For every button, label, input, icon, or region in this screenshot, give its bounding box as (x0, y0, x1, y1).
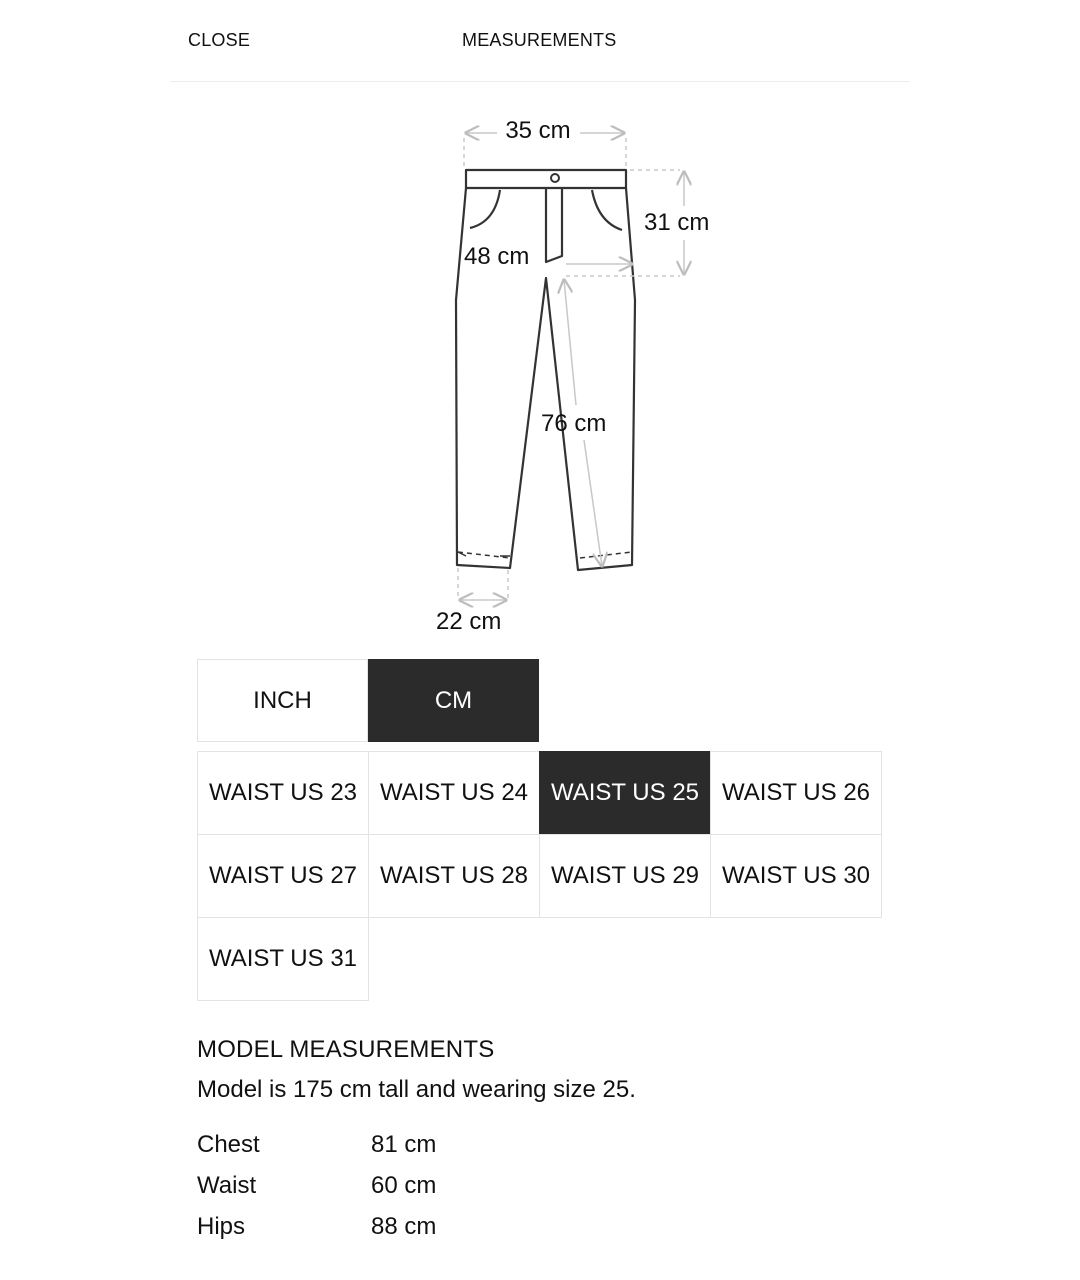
size-option-28[interactable]: WAIST US 28 (368, 834, 540, 918)
measurement-value: 88 cm (371, 1212, 437, 1240)
size-option-31[interactable]: WAIST US 31 (197, 917, 369, 1001)
size-option-27[interactable]: WAIST US 27 (197, 834, 369, 918)
measurement-row (197, 1206, 897, 1247)
inseam-measurement-label: 76 cm (541, 410, 607, 437)
model-measurements-section (197, 1036, 897, 1247)
model-description: Model is 175 cm tall and wearing size 25. (197, 1076, 636, 1103)
model-measurements-table (197, 1124, 897, 1247)
size-option-30[interactable]: WAIST US 30 (710, 834, 882, 918)
measurement-value: 81 cm (371, 1130, 437, 1158)
rise-measurement-label: 31 cm (644, 209, 710, 236)
measurement-label: Waist (197, 1171, 257, 1199)
unit-inch-button[interactable]: INCH (197, 659, 368, 742)
measurement-value: 60 cm (371, 1171, 437, 1199)
size-option-26[interactable]: WAIST US 26 (710, 751, 882, 835)
model-measurements-title: MODEL MEASUREMENTS (197, 1036, 495, 1063)
size-option-25[interactable]: WAIST US 25 (539, 751, 711, 835)
measurement-row (197, 1124, 897, 1165)
measurement-row (197, 1165, 897, 1206)
thigh-measurement-label: 48 cm (464, 243, 530, 270)
pants-outline (456, 170, 635, 570)
leg-opening-measurement-label: 22 cm (436, 608, 502, 635)
button-icon (551, 174, 559, 182)
unit-toggle (197, 659, 539, 742)
measurement-label: Hips (197, 1212, 246, 1240)
size-option-29[interactable]: WAIST US 29 (539, 834, 711, 918)
measurement-guides (458, 133, 684, 600)
unit-cm-button[interactable]: CM (368, 659, 539, 742)
waist-measurement-label: 35 cm (505, 117, 571, 144)
measurement-label: Chest (197, 1130, 260, 1158)
size-grid (197, 751, 882, 1000)
size-option-24[interactable]: WAIST US 24 (368, 751, 540, 835)
page-title: MEASUREMENTS (462, 30, 617, 50)
size-option-23[interactable]: WAIST US 23 (197, 751, 369, 835)
close-button[interactable]: CLOSE (188, 30, 251, 50)
